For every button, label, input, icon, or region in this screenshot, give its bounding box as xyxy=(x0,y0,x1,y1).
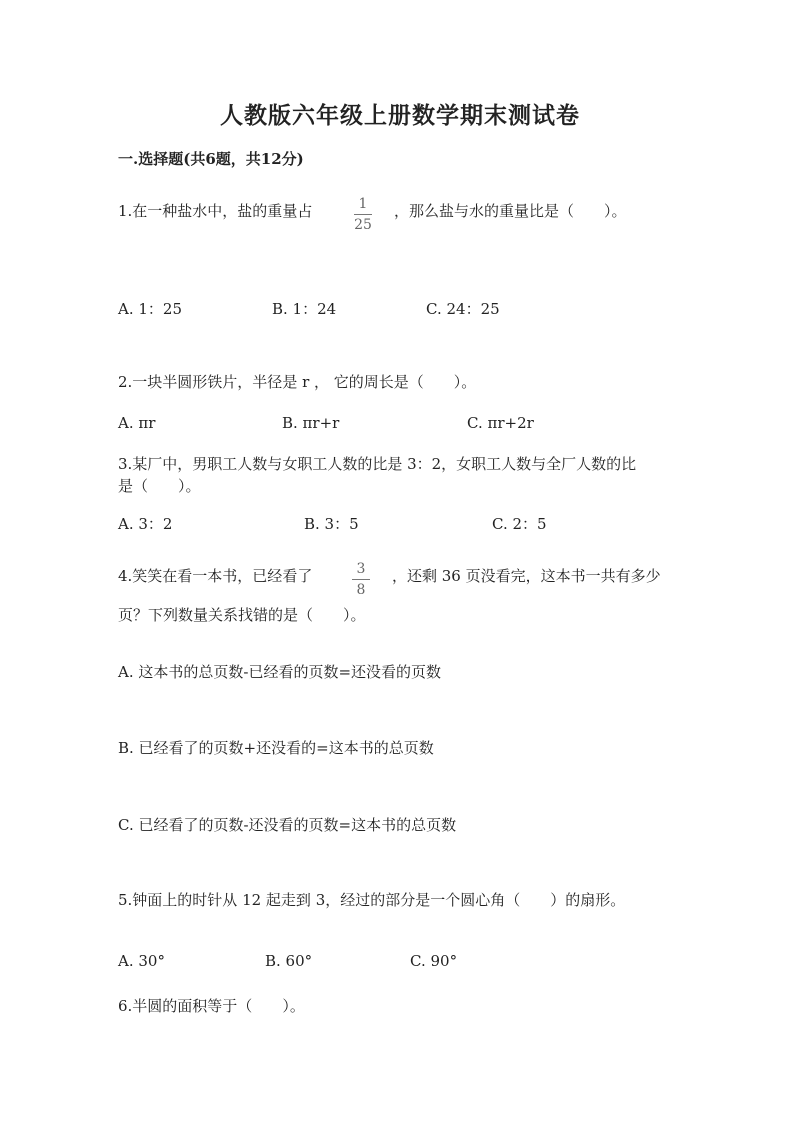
question-5-option-c[interactable]: C. 90° xyxy=(410,952,458,970)
question-4-fraction xyxy=(352,561,370,598)
question-1-stem-end: ，那么盐与水的重量比是（ ）。 xyxy=(394,202,627,220)
page-title: 人教版六年级上册数学期末测试卷 xyxy=(220,102,580,129)
fraction-numerator: 3 xyxy=(356,561,366,577)
question-3-option-b[interactable]: B. 3：5 xyxy=(304,515,359,533)
question-3-stem-line-2: 是（ ）。 xyxy=(118,477,201,495)
fraction-numerator: 1 xyxy=(358,196,368,212)
question-5-stem: 5.钟面上的时针从 12 起走到 3，经过的部分是一个圆心角（ ）的扇形。 xyxy=(118,891,626,909)
question-4-option-a[interactable]: A. 这本书的总页数-已经看的页数=还没看的页数 xyxy=(118,663,442,681)
question-6-stem: 6.半圆的面积等于（ ）。 xyxy=(118,997,305,1015)
fraction-denominator: 25 xyxy=(354,217,372,233)
question-4-option-b[interactable]: B. 已经看了的页数+还没看的=这本书的总页数 xyxy=(118,739,434,757)
question-1-fraction xyxy=(354,196,372,233)
question-3-option-c[interactable]: C. 2：5 xyxy=(492,515,547,533)
question-2-stem: 2.一块半圆形铁片，半径是 r ， 它的周长是（ ）。 xyxy=(118,373,477,391)
question-5-option-a[interactable]: A. 30° xyxy=(118,952,165,970)
question-2-option-b[interactable]: B. πr+r xyxy=(282,414,340,432)
question-4-stem-start: 4.笑笑在看一本书，已经看了 xyxy=(118,567,313,585)
question-2-option-c[interactable]: C. πr+2r xyxy=(467,414,534,432)
question-1-option-a[interactable]: A. 1：25 xyxy=(118,300,182,318)
question-4-stem-end: ，还剩 36 页没看完，这本书一共有多少 xyxy=(392,567,661,585)
question-4-stem-line-2: 页？下列数量关系找错的是（ ）。 xyxy=(118,606,366,624)
fraction-denominator: 8 xyxy=(356,582,366,598)
question-1-option-b[interactable]: B. 1：24 xyxy=(272,300,337,318)
section-heading: 一.选择题(共6题，共12分) xyxy=(118,150,304,168)
question-1-option-c[interactable]: C. 24：25 xyxy=(426,300,500,318)
fraction-bar xyxy=(354,214,372,215)
question-3-stem-line-1: 3.某厂中，男职工人数与女职工人数的比是 3：2，女职工人数与全厂人数的比 xyxy=(118,455,637,473)
question-4-option-c[interactable]: C. 已经看了的页数-还没看的页数=这本书的总页数 xyxy=(118,816,457,834)
question-5-option-b[interactable]: B. 60° xyxy=(265,952,313,970)
fraction-bar xyxy=(352,579,370,580)
question-3-option-a[interactable]: A. 3：2 xyxy=(118,515,173,533)
question-1-stem-start: 1.在一种盐水中，盐的重量占 xyxy=(118,202,313,220)
question-2-option-a[interactable]: A. πr xyxy=(118,414,156,432)
